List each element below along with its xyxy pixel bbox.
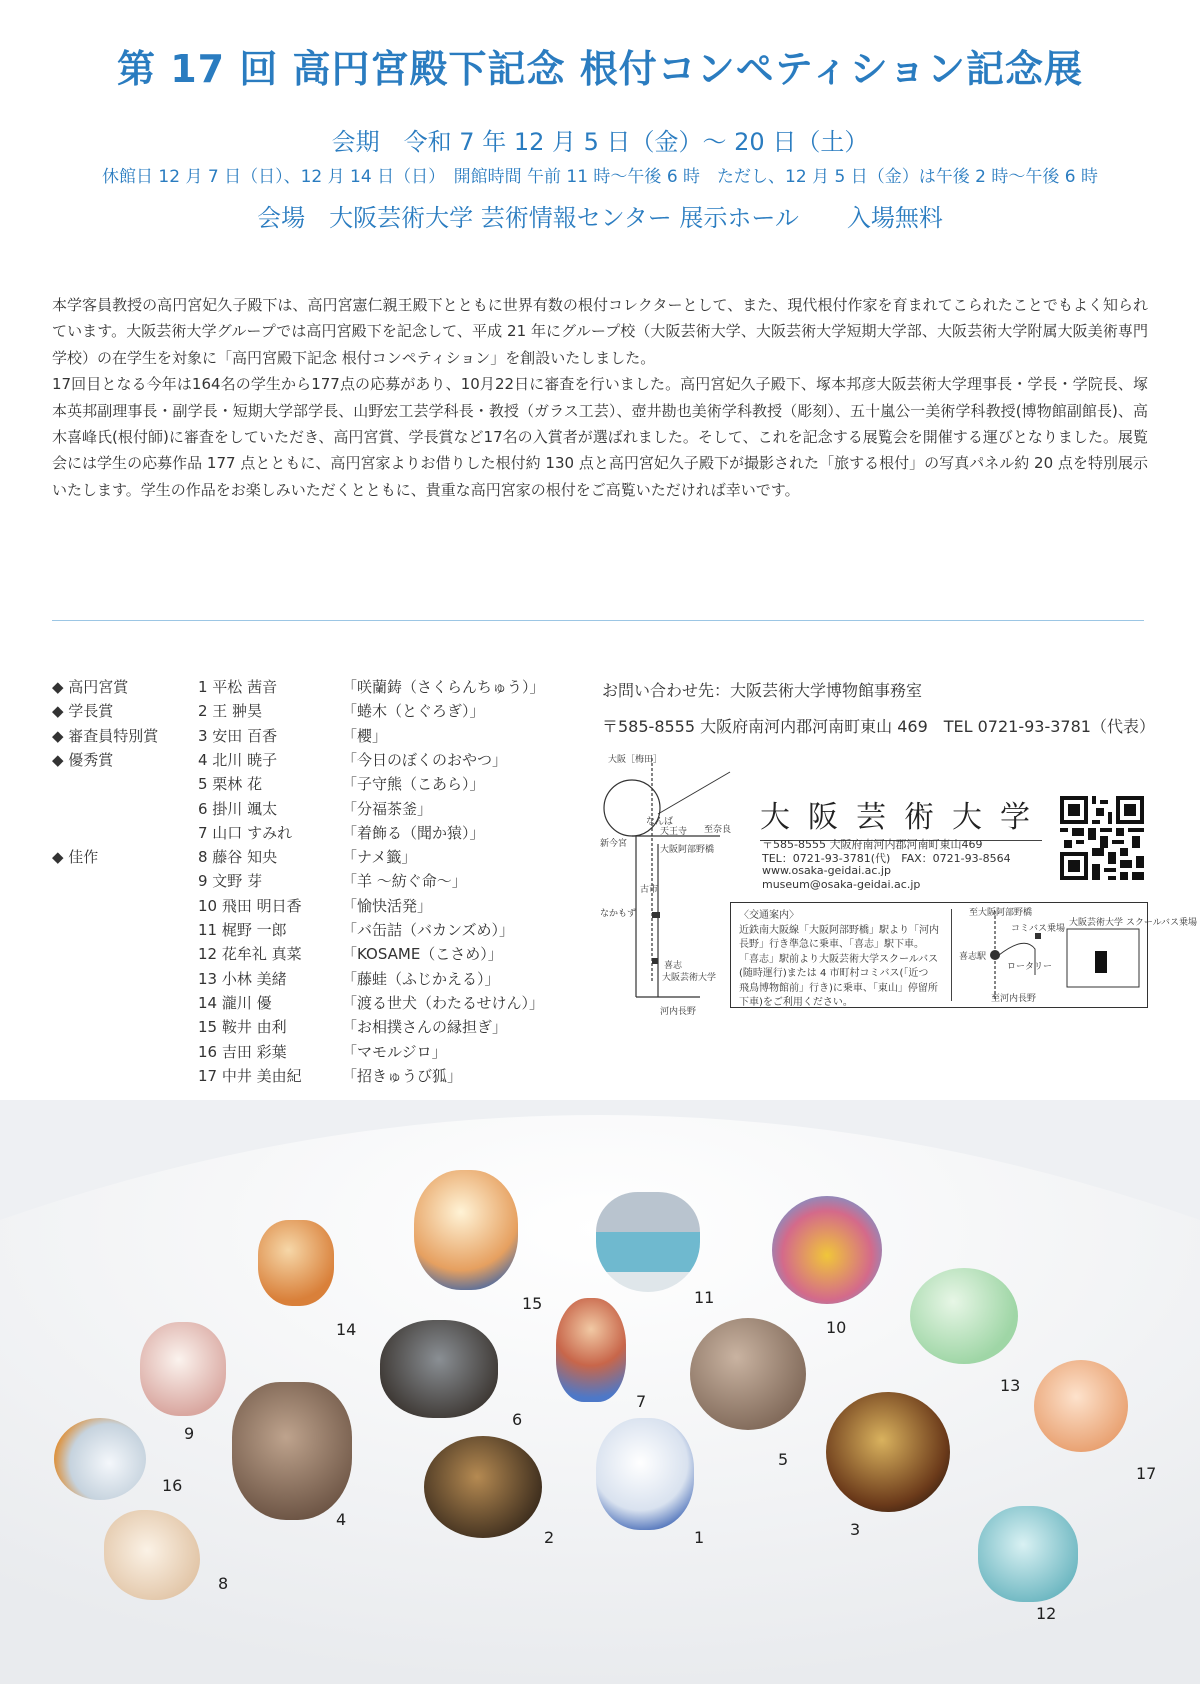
piece-number-4: 4 <box>336 1510 347 1529</box>
netsuke-piece-12 <box>978 1506 1078 1602</box>
map-label-namba: なんば <box>646 817 674 827</box>
access-line: (随時運行)または 4 市町村コミバス(「近つ <box>739 968 929 979</box>
venue: 会場 大阪芸術大学 芸術情報センター 展示ホール 入場無料 <box>257 204 943 232</box>
qr-code-icon <box>1060 796 1144 880</box>
award-work-title: 「お相撲さんの縁担ぎ」 <box>342 1018 508 1037</box>
award-category: ◆ 審査員特別賞 <box>52 726 159 745</box>
award-work-title: 「子守熊（こあら）」 <box>342 775 485 794</box>
map-label-kishi: 喜志 <box>664 961 683 971</box>
award-winner-name: 3 安田 百香 <box>198 726 278 745</box>
award-work-title: 「今日のぼくのおやつ」 <box>342 750 508 769</box>
access-line: 長野」行き準急に乗車、「喜志」駅下車。 <box>739 939 924 950</box>
award-work-title: 「渡る世犬（わたるせけん）」 <box>342 993 545 1012</box>
station-map <box>955 905 1198 1005</box>
award-work-title: 「櫻」 <box>342 726 388 745</box>
netsuke-piece-2 <box>424 1436 542 1538</box>
netsuke-piece-7 <box>556 1298 626 1402</box>
netsuke-piece-3 <box>826 1392 950 1512</box>
intro-paragraph-2: 17回目となる今年は164名の学生から177点の応募があり、10月22日に審査を行いました。高円宮妃久子殿下、塚本邦彦大阪芸術大学理事長・学長・学院長、塚本英邦副理事長・副学長・短期大学部学長、山野宏工芸学科長・教授（ガラス工芸）、壺井勘也美術学科教授（彫刻）、五十嵐公一美術学科教授(博物館副館長)、高木喜峰氏(根付師)に審査をしていただき、高円宮賞、学長賞など17名の入賞者が選ばれました。そして、これを記念する展覧会を開催する運びとなりました。展覧会には学生の応募作品 177 点とともに、高円宮家よりお借りした根付約 130 点と高円宮妃久子殿下が撮影された「旅する根付」の写真パネル約 20 点を特別展示いたします。学生の作品をお楽しみいただくとともに、貴重な高円宮家の根付をご高覧いただければ幸いです。 <box>52 375 1148 499</box>
award-winner-name: 12 花牟礼 真菜 <box>198 945 302 964</box>
intro-paragraph-1: 本学客員教授の高円宮妃久子殿下は、高円宮憲仁親王殿下とともに世界有数の根付コレクターとして、また、現代根付作家を育まれてこられたことでもよく知られています。大阪芸術大学グループでは高円宮殿下を記念して、平成 21 年にグループ校（大阪芸術大学、大阪芸術大学短期大学部、大阪芸術大学附属大阪美術専門学校）の在学生を対象に「高円宮殿下記念 根付コンペティション」を創設いたしました。 <box>52 296 1148 367</box>
award-winner-name: 9 文野 芽 <box>198 872 263 891</box>
award-winner-name: 13 小林 美緒 <box>198 969 287 988</box>
netsuke-piece-13 <box>910 1268 1018 1364</box>
netsuke-gallery <box>0 1100 1200 1684</box>
award-winner-name: 17 中井 美由紀 <box>198 1066 302 1085</box>
divider <box>52 620 1144 621</box>
award-work-title: 「藤蛙（ふじかえる）」 <box>342 969 500 988</box>
award-work-title: 「咲蘭鋳（さくらんちゅう）」 <box>342 678 545 696</box>
map-label-to-abeno: 至大阪阿部野橋 <box>969 908 1033 918</box>
award-winner-name: 7 山口 すみれ <box>198 823 293 842</box>
piece-number-3: 3 <box>850 1520 861 1539</box>
map-label-univ: 大阪芸術大学 <box>662 973 717 983</box>
award-winner-name: 8 藤谷 知央 <box>198 848 278 867</box>
contact-address: 〒585-8555 大阪府南河内郡河南町東山 469 TEL 0721-93-3781（代表） <box>602 717 1155 736</box>
award-work-title: 「愉快活発」 <box>342 896 433 915</box>
map-label-community-bus: コミバス乗場 <box>1011 924 1066 934</box>
access-directions <box>739 909 944 1011</box>
card-address: 〒585-8555 大阪府南河内郡河南町東山469 <box>762 838 983 851</box>
netsuke-piece-6 <box>380 1320 498 1418</box>
piece-number-15: 15 <box>522 1294 543 1313</box>
page-title: 第 17 回 高円宮殿下記念 根付コンペティション記念展 <box>116 47 1083 91</box>
piece-number-13: 13 <box>1000 1376 1021 1395</box>
map-label-nakamozu: なかもず <box>600 909 637 919</box>
netsuke-piece-15 <box>414 1170 518 1290</box>
exhibition-period: 会期 令和 7 年 12 月 5 日（金）～ 20 日（土） <box>331 128 869 156</box>
award-winner-name: 15 鞍井 由利 <box>198 1018 287 1037</box>
piece-number-6: 6 <box>512 1410 523 1429</box>
award-work-title: 「分福茶釜」 <box>342 799 433 818</box>
piece-number-17: 17 <box>1136 1464 1157 1483</box>
access-title: 〈交通案内〉 <box>739 910 799 921</box>
map-label-kawachinagano: 河内長野 <box>660 1007 697 1017</box>
award-winner-name: 2 王 翀昊 <box>198 702 263 721</box>
piece-number-2: 2 <box>544 1528 555 1547</box>
netsuke-piece-9 <box>140 1322 226 1416</box>
award-winner-name: 16 吉田 彩葉 <box>198 1042 287 1061</box>
intro-text <box>52 292 1148 503</box>
award-winner-name: 6 掛川 颯太 <box>198 799 278 818</box>
piece-number-7: 7 <box>636 1392 647 1411</box>
access-line: 飛鳥博物館前」行き)に乗車、「東山」停留所 <box>739 982 938 994</box>
piece-number-16: 16 <box>162 1476 183 1495</box>
map-label-kishi-station: 喜志駅 <box>959 952 987 962</box>
card-email: museum@osaka-geidai.ac.jp <box>762 878 921 891</box>
access-line: 「喜志」駅前より大阪芸術大学スクールバス <box>739 953 939 965</box>
award-work-title: 「マモルジロ」 <box>342 1042 447 1061</box>
map-label-school-bus: 大阪芸術大学 スクールバス乗場 <box>1069 918 1198 928</box>
netsuke-piece-16 <box>54 1418 146 1500</box>
card-phone: TEL：0721-93-3781(代) FAX：0721-93-8564 <box>762 852 1011 865</box>
award-work-title: 「バ缶詰（バカンズめ）」 <box>342 921 515 939</box>
award-work-title: 「ナメ籤」 <box>342 848 417 867</box>
award-work-title: 「着飾る（聞か猿）」 <box>342 823 485 842</box>
award-category: ◆ 優秀賞 <box>52 750 114 769</box>
piece-number-8: 8 <box>218 1574 229 1593</box>
award-winner-name: 1 平松 茜音 <box>198 678 278 696</box>
piece-number-11: 11 <box>694 1288 715 1307</box>
map-label-shinimamiya: 新今宮 <box>600 839 628 849</box>
map-label-rotary: ロータリー <box>1007 962 1053 972</box>
award-work-title: 「蜷木（とぐろぎ）」 <box>342 702 485 721</box>
access-divider <box>951 909 952 1001</box>
award-category: ◆ 佳作 <box>52 848 99 867</box>
map-label-osaka: 大阪［梅田］ <box>608 755 663 765</box>
award-winner-name: 14 瀧川 優 <box>198 993 272 1012</box>
access-card <box>600 752 1198 1030</box>
map-label-tennoji: 天王寺 <box>660 827 688 837</box>
netsuke-piece-10 <box>772 1196 882 1304</box>
piece-number-14: 14 <box>336 1320 357 1339</box>
award-category: ◆ 学長賞 <box>52 702 114 721</box>
award-winner-name: 11 梶野 一郎 <box>198 921 287 939</box>
piece-number-1: 1 <box>694 1528 705 1547</box>
access-info-box <box>730 902 1198 1008</box>
access-line: 下車)をご利用ください。 <box>739 997 853 1008</box>
piece-number-5: 5 <box>778 1450 789 1469</box>
netsuke-piece-14 <box>258 1220 334 1306</box>
award-winner-name: 4 北川 暁子 <box>198 750 278 769</box>
opening-hours: 休館日 12 月 7 日（日）、12 月 14 日（日） 開館時間 午前 11 時～午後 6 時 ただし、12 月 5 日（金）は午後 2 時～午後 6 時 <box>102 167 1098 187</box>
map-label-nara: 至奈良 <box>704 825 732 835</box>
netsuke-piece-1 <box>596 1418 694 1530</box>
piece-number-10: 10 <box>826 1318 847 1337</box>
award-work-title: 「羊 ～紡ぐ命～」 <box>342 872 467 891</box>
award-work-title: 「招きゅうび狐」 <box>342 1066 463 1085</box>
map-label-abeno: 大阪阿部野橋 <box>660 845 715 855</box>
map-label-furuichi: 古市 <box>640 885 659 895</box>
access-line: 近鉄南大阪線「大阪阿部野橋」駅より「河内 <box>739 924 939 936</box>
award-winner-name: 10 飛田 明日香 <box>198 896 302 915</box>
contact-label: お問い合わせ先：大阪芸術大学博物館事務室 <box>602 681 923 700</box>
netsuke-piece-5 <box>690 1318 806 1430</box>
netsuke-piece-17 <box>1034 1360 1128 1452</box>
netsuke-piece-4 <box>232 1382 352 1520</box>
map-label-to-kawachinagano: 至河内長野 <box>991 994 1037 1004</box>
card-website: www.osaka-geidai.ac.jp <box>762 864 891 877</box>
award-category: ◆ 高円宮賞 <box>52 678 129 696</box>
award-work-title: 「KOSAME（こさめ）」 <box>342 945 503 964</box>
piece-number-9: 9 <box>184 1424 195 1443</box>
piece-number-12: 12 <box>1036 1604 1057 1623</box>
university-name: 大阪芸術大学 <box>760 792 1042 841</box>
award-winner-name: 5 栗林 花 <box>198 775 263 794</box>
netsuke-piece-11 <box>596 1192 700 1292</box>
